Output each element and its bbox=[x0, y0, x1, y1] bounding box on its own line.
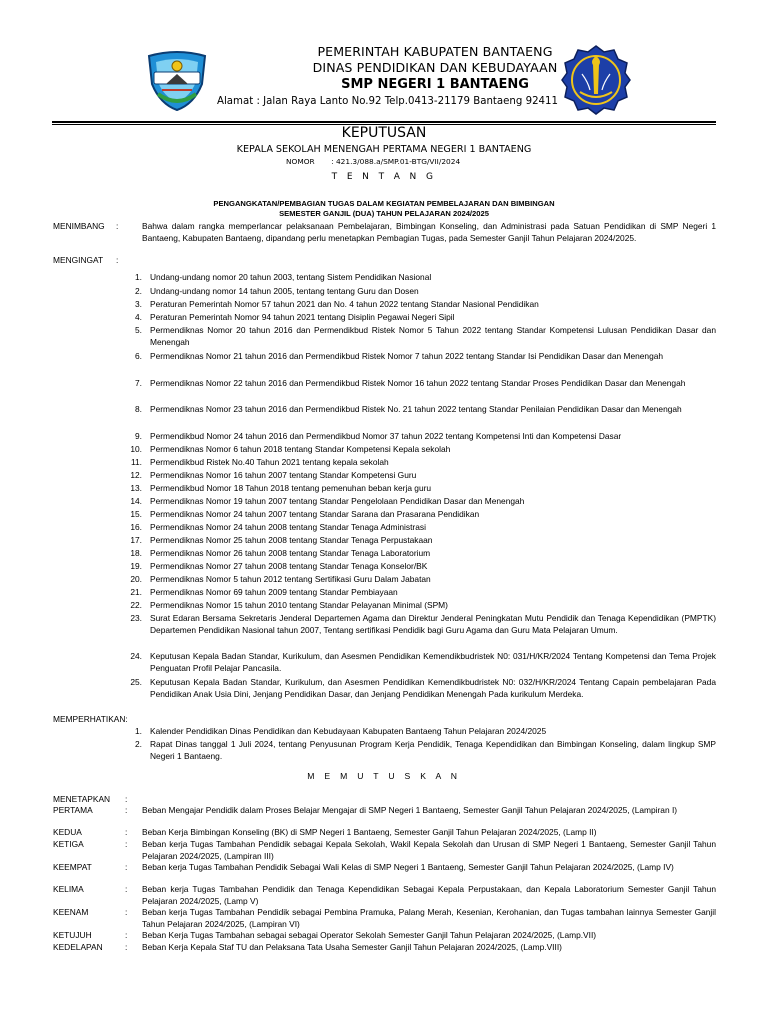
mengingat-item-number: 13. bbox=[130, 483, 142, 493]
mengingat-item bbox=[128, 482, 716, 494]
mengingat-item bbox=[128, 495, 716, 507]
mengingat-item bbox=[128, 547, 716, 559]
mengingat-item bbox=[128, 586, 716, 598]
decision-colon: : bbox=[125, 839, 128, 849]
mengingat-item-text: Permendiknas Nomor 23 tahun 2016 dan Permendikbud Ristek No. 21 tahun 2022 tentang Standar Penilaian Pendidikan Dasar dan Menengah bbox=[150, 404, 682, 414]
decision-text: Beban kerja Tugas Tambahan Pendidik dan Tenaga Kependidikan Sebagai Kepala Perpustakaan, dan Kepala Laboratorium Semester Ganjil Tahun Pelajaran 2024/2025, (Lamp V) bbox=[142, 884, 716, 906]
mengingat-item-text: Peraturan Pemerintah Nomor 57 tahun 2021 dan No. 4 tahun 2022 tentang Standar Nasional Pendidikan bbox=[150, 299, 539, 309]
letterhead-rule-thick bbox=[52, 121, 716, 123]
tentang-heading: T E N T A N G bbox=[331, 172, 437, 182]
decree-subject-line2: SEMESTER GANJIL (DUA) TAHUN PELAJARAN 2024/2025 bbox=[279, 209, 489, 218]
mengingat-item-number: 21. bbox=[130, 587, 142, 597]
memutuskan-heading: M E M U T U S K A N bbox=[307, 771, 461, 781]
decision-key: PERTAMA bbox=[53, 805, 93, 815]
mengingat-item-text: Permendiknas Nomor 24 tahun 2007 tentang Standar Sarana dan Prasarana Pendidikan bbox=[150, 509, 480, 519]
decision-text: Beban Kerja Tugas Tambahan sebagai sebagai Operator Sekolah Semester Ganjil Tahun Pelajaran 2024/2025, (Lamp.VII) bbox=[142, 930, 597, 940]
decree-subject-line1: PENGANGKATAN/PEMBAGIAN TUGAS DALAM KEGIATAN PEMBELAJARAN DAN BIMBINGAN bbox=[213, 199, 555, 208]
decision-colon: : bbox=[125, 884, 128, 894]
decision-colon: : bbox=[125, 862, 128, 872]
decision-text: Beban Kerja Bimbingan Konseling (BK) di SMP Negeri 1 Bantaeng, Semester Ganjil Tahun Pelajaran 2024/2025, (Lamp II) bbox=[142, 827, 597, 837]
mengingat-item bbox=[128, 271, 716, 283]
mengingat-item-text: Permendiknas Nomor 19 tahun 2007 tentang Standar Pengelolaan Pendidikan Dasar dan Menengah bbox=[150, 496, 525, 506]
decision-key: KEDUA bbox=[53, 827, 82, 837]
mengingat-item-number: 2. bbox=[135, 286, 142, 296]
mengingat-item-text: Permendiknas Nomor 5 tahun 2012 tentang Sertifikasi Guru Dalam Jabatan bbox=[150, 574, 431, 584]
memperhatikan-item bbox=[128, 738, 716, 762]
decision-key: KEENAM bbox=[53, 907, 89, 917]
menetapkan-colon: : bbox=[125, 794, 128, 804]
mengingat-item-text: Keputusan Kepala Badan Standar, Kurikulum, dan Asesmen Pendidikan Kemendikbudristek N0: 032/H/KR/2024 Tentang Capain pembelajaran Pada Pendidikan Anak Usia Dini, Jenjang Pendidikan Dasar, dan Jenjang Pendidikan Menengah Pada kurikulum Merdeka. bbox=[150, 677, 716, 699]
mengingat-item-number: 16. bbox=[130, 522, 142, 532]
mengingat-item-text: Permendiknas Nomor 25 tahun 2008 tentang Standar Tenaga Perpustakaan bbox=[150, 535, 433, 545]
mengingat-item bbox=[128, 403, 716, 415]
mengingat-label: MENGINGAT bbox=[53, 255, 104, 265]
decree-title-block bbox=[0, 124, 768, 219]
mengingat-item-number: 6. bbox=[135, 351, 142, 361]
decision-key: KEDELAPAN bbox=[53, 942, 103, 952]
mengingat-item bbox=[128, 324, 716, 348]
mengingat-item-number: 5. bbox=[135, 325, 142, 335]
mengingat-item bbox=[128, 298, 716, 310]
mengingat-item bbox=[128, 560, 716, 572]
decision-key: KEEMPAT bbox=[53, 862, 92, 872]
mengingat-item bbox=[128, 350, 716, 362]
memperhatikan-item-number: 1. bbox=[135, 726, 142, 736]
decision-key: KETIGA bbox=[53, 839, 84, 849]
mengingat-item bbox=[128, 612, 716, 636]
mengingat-item-number: 10. bbox=[130, 444, 142, 454]
mengingat-item-text: Permendikbud Nomor 18 Tahun 2018 tentang pemenuhan beban kerja guru bbox=[150, 483, 432, 493]
decree-number bbox=[0, 157, 768, 167]
mengingat-item-text: Peraturan Pemerintah Nomor 94 tahun 2021 tentang Disiplin Pegawai Negeri Sipil bbox=[150, 312, 455, 322]
decision-colon: : bbox=[125, 930, 128, 940]
decree-number-value: : 421.3/088.a/SMP.01-BTG/VII/2024 bbox=[331, 157, 461, 166]
mengingat-item-number: 20. bbox=[130, 574, 142, 584]
decree-number-label: NOMOR bbox=[286, 157, 315, 166]
mengingat-item-number: 17. bbox=[130, 535, 142, 545]
mengingat-item bbox=[128, 534, 716, 546]
mengingat-item bbox=[128, 650, 716, 674]
mengingat-item-text: Permendiknas Nomor 26 tahun 2008 tentang Standar Tenaga Laboratorium bbox=[150, 548, 431, 558]
mengingat-item-text: Surat Edaran Bersama Sekretaris Jenderal Departemen Agama dan Direktur Jenderal Peningkatan Mutu Pendidik dan Tenaga Kependidikan (PMPTK) Departemen Pendidikan Nasional tahun 2007, Tentang sertifikasi Pendidik bagi Guru Agama dan Guru Mata Pelajaran Umum. bbox=[150, 613, 716, 635]
mengingat-item-number: 4. bbox=[135, 312, 142, 322]
mengingat-item bbox=[128, 456, 716, 468]
menimbang-label: MENIMBANG bbox=[53, 221, 105, 231]
mengingat-item-text: Keputusan Kepala Badan Standar, Kurikulum, dan Asesmen Pendidikan Kemendikbudristek N0: 031/H/KR/2024 Tentang Kompetensi dan Tema Projek Penguatan Profil Pelajar Pancasila. bbox=[150, 651, 716, 673]
mengingat-item-text: Permendiknas Nomor 21 tahun 2016 dan Permendikbud Ristek Nomor 7 tahun 2022 tentang Standar Isi Pendidikan Dasar dan Menengah bbox=[150, 351, 664, 361]
mengingat-item-text: Permendiknas Nomor 6 tahun 2018 tentang Standar Kompetensi Kepala sekolah bbox=[150, 444, 451, 454]
mengingat-item bbox=[128, 443, 716, 455]
mengingat-item bbox=[128, 285, 716, 297]
mengingat-item-number: 24. bbox=[130, 651, 142, 661]
mengingat-item bbox=[128, 311, 716, 323]
mengingat-item-number: 15. bbox=[130, 509, 142, 519]
mengingat-item-number: 12. bbox=[130, 470, 142, 480]
letterhead bbox=[0, 36, 768, 118]
decree-subject bbox=[0, 199, 768, 219]
decision-text: Beban kerja Tugas Tambahan Pendidik sebagai Kepala Sekolah, Wakil Kepala Sekolah dan Urusan di SMP Negeri 1 Bantaeng, Semester Ganjil Tahun Pelajaran 2024/2025, (Lampiran III) bbox=[142, 839, 716, 861]
memperhatikan-item-text: Kalender Pendidikan Dinas Pendidikan dan Kebudayaan Kabupaten Bantaeng Tahun Pelajaran 2024/2025 bbox=[150, 726, 547, 736]
mengingat-item-number: 9. bbox=[135, 431, 142, 441]
decree-issuer: KEPALA SEKOLAH MENENGAH PERTAMA NEGERI 1 BANTAENG bbox=[236, 144, 532, 155]
decision-text: Beban Kerja Kepala Staf TU dan Pelaksana Tata Usaha Semester Ganjil Tahun Pelajaran 2024/2025, (Lamp.VIII) bbox=[142, 942, 562, 952]
mengingat-item-number: 3. bbox=[135, 299, 142, 309]
mengingat-item-number: 7. bbox=[135, 378, 142, 388]
mengingat-item-text: Permendiknas Nomor 22 tahun 2016 dan Permendikbud Ristek Nomor 16 tahun 2022 tentang Standar Proses Pendidikan Dasar dan Menengah bbox=[150, 378, 686, 388]
mengingat-item-text: Permendiknas Nomor 15 tahun 2010 tentang Standar Pelayanan Minimal (SPM) bbox=[150, 600, 448, 610]
mengingat-item-text: Permendiknas Nomor 20 tahun 2016 dan Permendikbud Ristek Nomor 5 Tahun 2022 tentang Standar Kompetensi Lulusan Pendidikan Dasar dan Menengah bbox=[150, 325, 716, 347]
mengingat-item-text: Undang-undang nomor 20 tahun 2003, tentang Sistem Pendidikan Nasional bbox=[150, 272, 432, 282]
agency-name: DINAS PENDIDIKAN DAN KEBUDAYAAN bbox=[312, 60, 558, 75]
decision-text: Beban kerja Tugas Tambahan Pendidik Sebagai Wali Kelas di SMP Negeri 1 Bantaeng, Semester Ganjil Tahun Pelajaran 2024/2025, (Lamp IV) bbox=[142, 862, 674, 872]
mengingat-item-text: Permendikbud Nomor 24 tahun 2016 dan Permendikbud Nomor 37 tahun 2022 tentang Kompetensi Inti dan Kompetensi Dasar bbox=[150, 431, 622, 441]
memperhatikan-item-number: 2. bbox=[135, 739, 142, 749]
memperhatikan-item-text: Rapat Dinas tanggal 1 Juli 2024, tentang Penyusunan Program Kerja Pendidik, Tenaga Kependidikan dan Bimbingan Konseling, dalam lingkup SMP Negeri 1 Bantaeng. bbox=[150, 739, 716, 761]
mengingat-item-number: 19. bbox=[130, 561, 142, 571]
decree-heading: KEPUTUSAN bbox=[341, 125, 427, 141]
school-emblem-logo bbox=[560, 44, 632, 116]
mengingat-item bbox=[128, 521, 716, 533]
menetapkan-label: MENETAPKAN bbox=[53, 794, 111, 804]
decision-colon: : bbox=[125, 907, 128, 917]
mengingat-item bbox=[128, 573, 716, 585]
decision-key: KELIMA bbox=[53, 884, 84, 894]
mengingat-item-text: Permendiknas Nomor 24 tahun 2008 tentang Standar Tenaga Administrasi bbox=[150, 522, 426, 532]
school-name: SMP NEGERI 1 BANTAENG bbox=[341, 77, 529, 92]
mengingat-item bbox=[128, 599, 716, 611]
mengingat-item-number: 25. bbox=[130, 677, 142, 687]
mengingat-colon: : bbox=[116, 255, 119, 265]
mengingat-item-text: Permendiknas Nomor 69 tahun 2009 tentang Standar Pembiayaan bbox=[150, 587, 398, 597]
mengingat-item bbox=[128, 676, 716, 700]
mengingat-item bbox=[128, 508, 716, 520]
decision-colon: : bbox=[125, 942, 128, 952]
memperhatikan-item bbox=[128, 725, 716, 737]
decision-text: Beban kerja Tugas Tambahan Pendidik sebagai Pembina Pramuka, Palang Merah, Kesenian, Kerohanian, dan Tugas tambahan lainnya Semester Ganjil Tahun Pelajaran 2024/2025, (Lampiran VI) bbox=[142, 907, 716, 929]
mengingat-item-text: Permendiknas Nomor 16 tahun 2007 tentang Standar Kompetensi Guru bbox=[150, 470, 417, 480]
mengingat-item-text: Permendiknas Nomor 27 tahun 2008 tentang Standar Tenaga Konselor/BK bbox=[150, 561, 428, 571]
mengingat-item-number: 1. bbox=[135, 272, 142, 282]
mengingat-item bbox=[128, 377, 716, 389]
mengingat-item-number: 14. bbox=[130, 496, 142, 506]
mengingat-item-text: Undang-undang nomor 14 tahun 2005, tentang tentang Guru dan Dosen bbox=[150, 286, 419, 296]
memperhatikan-label: MEMPERHATIKAN: bbox=[53, 714, 128, 724]
mengingat-item-text: Permendikbud Ristek No.40 Tahun 2021 tentang kepala sekolah bbox=[150, 457, 389, 467]
decision-key: KETUJUH bbox=[53, 930, 92, 940]
mengingat-item-number: 22. bbox=[130, 600, 142, 610]
decision-colon: : bbox=[125, 805, 128, 815]
government-name: PEMERINTAH KABUPATEN BANTAENG bbox=[317, 44, 553, 59]
mengingat-item-number: 11. bbox=[130, 457, 142, 467]
mengingat-item bbox=[128, 430, 716, 442]
menimbang-colon: : bbox=[116, 221, 119, 231]
mengingat-item-number: 18. bbox=[130, 548, 142, 558]
mengingat-item-number: 23. bbox=[130, 613, 142, 623]
mengingat-item-number: 8. bbox=[135, 404, 142, 414]
decision-colon: : bbox=[125, 827, 128, 837]
menimbang-text: Bahwa dalam rangka memperlancar pelaksanaan Pembelajaran, Bimbingan Konseling, dan Administrasi pada Satuan Pendidikan di SMP Negeri 1 Bantaeng, Kabupaten Bantaeng, dipandang perlu menetapkan Pembagian Tugas, pada Semester Ganjil Tahun Pelajaran 2024/2025. bbox=[142, 221, 716, 243]
decision-text: Beban Mengajar Pendidik dalam Proses Belajar Mengajar di SMP Negeri 1 Bantaeng, Semester Ganjil Tahun Pelajaran 2024/2025, (Lampiran I) bbox=[142, 805, 678, 815]
mengingat-item bbox=[128, 469, 716, 481]
school-address: Alamat : Jalan Raya Lanto No.92 Telp.0413-21179 Bantaeng 92411 bbox=[217, 96, 558, 107]
